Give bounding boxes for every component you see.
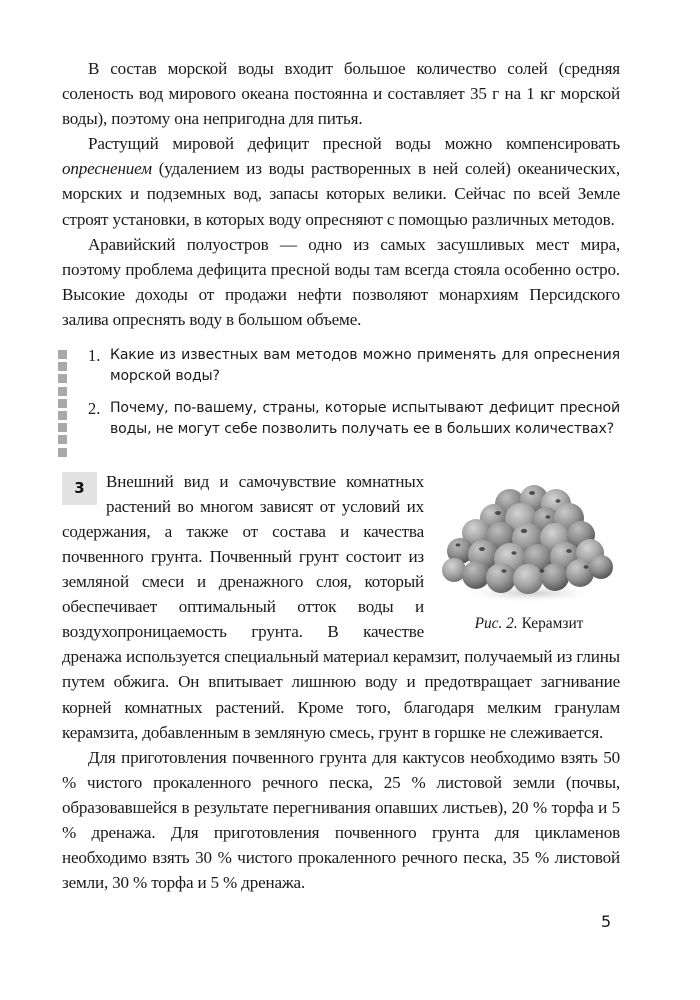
square-marker-icon <box>58 387 67 396</box>
page-number: 5 <box>601 912 612 931</box>
question-item <box>62 398 620 441</box>
paragraph-2 <box>62 131 620 231</box>
question-text: Почему, по-вашему, страны, которые испытывают дефицит пресной воды, не могут себе позволить получать ее в больших количествах? <box>110 399 620 438</box>
page-content <box>62 56 620 895</box>
section-number-badge: 3 <box>62 472 97 505</box>
paragraph-2-tail: (удалением из воды растворенных в ней солей) океанических, морских и подземных вод, запасы которых велики. Сейчас по всей Земле строят установки, в которых воду опресняют с помощью различных методов. <box>62 159 620 229</box>
paragraph-2-lead: Растущий мировой дефицит пресной воды можно компенсировать <box>88 134 620 154</box>
paragraph-3: Аравийский полуостров — одно из самых засушливых мест мира, поэтому проблема дефицита пресной воды там всегда стояла особенно остро. Высокие доходы от продажи нефти позволяют монархиям Персидского залива опреснять воду в большом объеме. <box>62 234 620 329</box>
question-number: 2. <box>88 398 101 418</box>
figure-caption-title: Керамзит <box>521 614 584 632</box>
paragraph-1: В состав морской воды входит большое количество солей (средняя соленость вод мирового океана постоянна и составляет 35 г на 1 кг морской воды), поэтому она непригодна для питья. <box>62 59 620 129</box>
questions-block <box>62 345 620 441</box>
figure-caption <box>438 614 620 633</box>
question-number: 1. <box>88 346 101 366</box>
figure-keramzit <box>438 471 620 633</box>
expanded-clay-pellets-photo <box>438 471 620 609</box>
question-text: Какие из известных вам методов можно применять для опреснения морской воды? <box>110 347 620 385</box>
questions-list <box>62 345 620 441</box>
square-marker-icon <box>58 448 67 457</box>
paragraph-4: Для приготовления почвенного грунта для кактусов необходимо взять 50 % чистого прокаленного речного песка, 25 % листовой земли (почвы, образовавшейся в результате перегнивания опавших листьев), 20 % торфа и 5 % дренажа. Для приготовления почвенного грунта для цикламенов необходимо взять 30 % чистого прокаленного речного песка, 35 % листовой земли, 30 % торфа и 5 % дренажа. <box>62 747 620 893</box>
paragraph-2-emphasis: опреснением <box>62 159 152 179</box>
figure-caption-label: Рис. 2. <box>474 614 518 632</box>
section-3-text: Внешний вид и самочувствие комнатных растений во многом зависят от условий их содержания, а также от состава и качества почвенного грунта. Почвенный грунт состоит из земляной смеси и дренажного слоя, который обеспечивает оптимальный отток воды и воздухопроницаемость грунта. В качестве дренажа используется специальный материал керамзит, получаемый из глины путем обжига. Он впитывает лишнюю воду и предотвращает загнивание корней комнатных растений. Кроме того, благодаря мелким гранулам керамзита, добавленным в земляную смесь, грунт в горшке не слеживается. <box>62 471 620 742</box>
question-item <box>62 345 620 388</box>
section-3 <box>62 469 620 745</box>
